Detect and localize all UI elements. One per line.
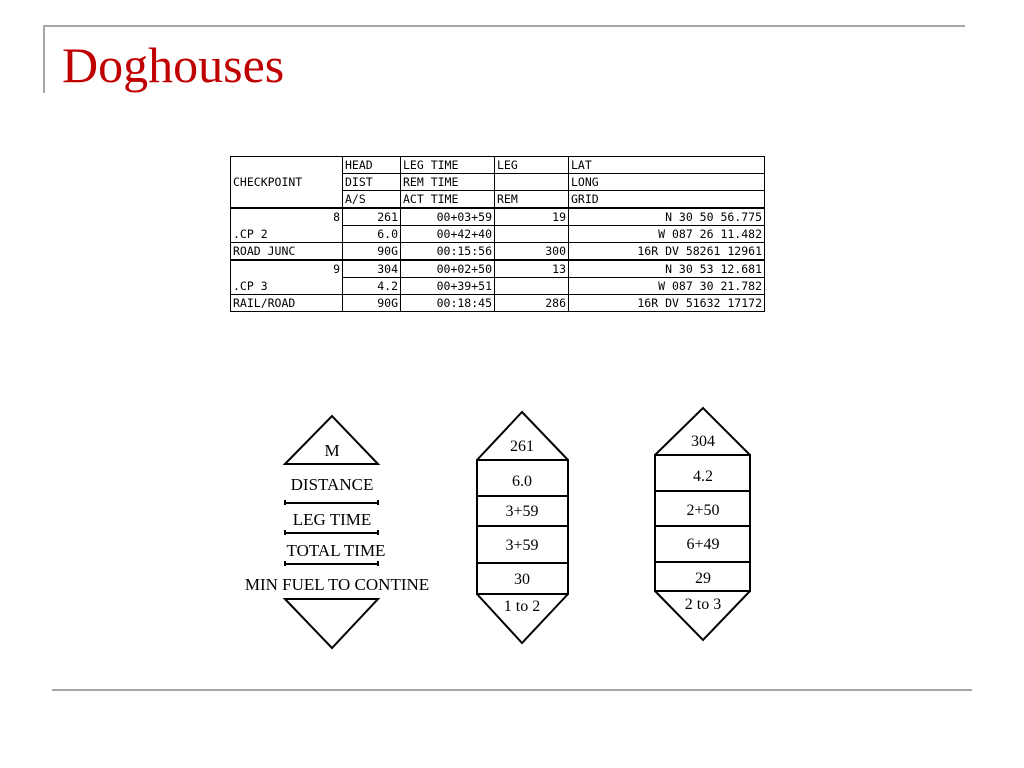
- header-row-3: A/S ACT TIME REM GRID: [231, 191, 765, 209]
- table-row: 8 261 00+03+59 19 N 30 50 56.775: [231, 208, 765, 226]
- table-row: .CP 3 4.2 00+39+51 W 087 30 21.782: [231, 278, 765, 295]
- doghouse-1-leg-time: 3+59: [505, 503, 539, 520]
- table-row: 9 304 00+02+50 13 N 30 53 12.681: [231, 260, 765, 278]
- slide-title: Doghouses: [62, 37, 285, 93]
- doghouse-1-fuel: 30: [514, 571, 530, 588]
- table-row: .CP 2 6.0 00+42+40 W 087 26 11.482: [231, 226, 765, 243]
- legend-leg-time-label: LEG TIME: [292, 510, 372, 529]
- doghouse-1-heading: 261: [510, 438, 534, 455]
- legend-divider: [285, 530, 378, 535]
- legend-divider: [285, 500, 378, 505]
- table-row: RAIL/ROAD 90G 00:18:45 286 16R DV 51632 17172: [231, 295, 765, 312]
- legend-fuel-label: MIN FUEL TO CONTINE: [244, 575, 430, 594]
- table-row: ROAD JUNC 90G 00:15:56 300 16R DV 58261 12961: [231, 243, 765, 261]
- doghouse-2-total-time: 6+49: [686, 536, 720, 553]
- legend-divider: [285, 561, 378, 566]
- doghouse-2-distance: 4.2: [693, 468, 713, 485]
- doghouse-2-fuel: 29: [695, 570, 711, 587]
- doghouse-2-leg-time: 2+50: [686, 502, 720, 519]
- doghouse-2-leg: 2 to 3: [684, 596, 722, 613]
- header-row-1: HEAD LEG TIME LEG LAT: [231, 157, 765, 174]
- legend-total-time-label: TOTAL TIME: [286, 541, 386, 560]
- legend-heading: M: [324, 441, 340, 460]
- doghouse-1-leg: 1 to 2: [503, 598, 541, 615]
- legend-distance-label: DISTANCE: [290, 475, 374, 494]
- doghouse-2-heading: 304: [691, 433, 715, 450]
- doghouse-1-total-time: 3+59: [505, 537, 539, 554]
- doghouse-1-distance: 6.0: [512, 473, 532, 490]
- legend-floor: [285, 599, 378, 648]
- header-row-2: CHECKPOINT DIST REM TIME LONG: [231, 174, 765, 191]
